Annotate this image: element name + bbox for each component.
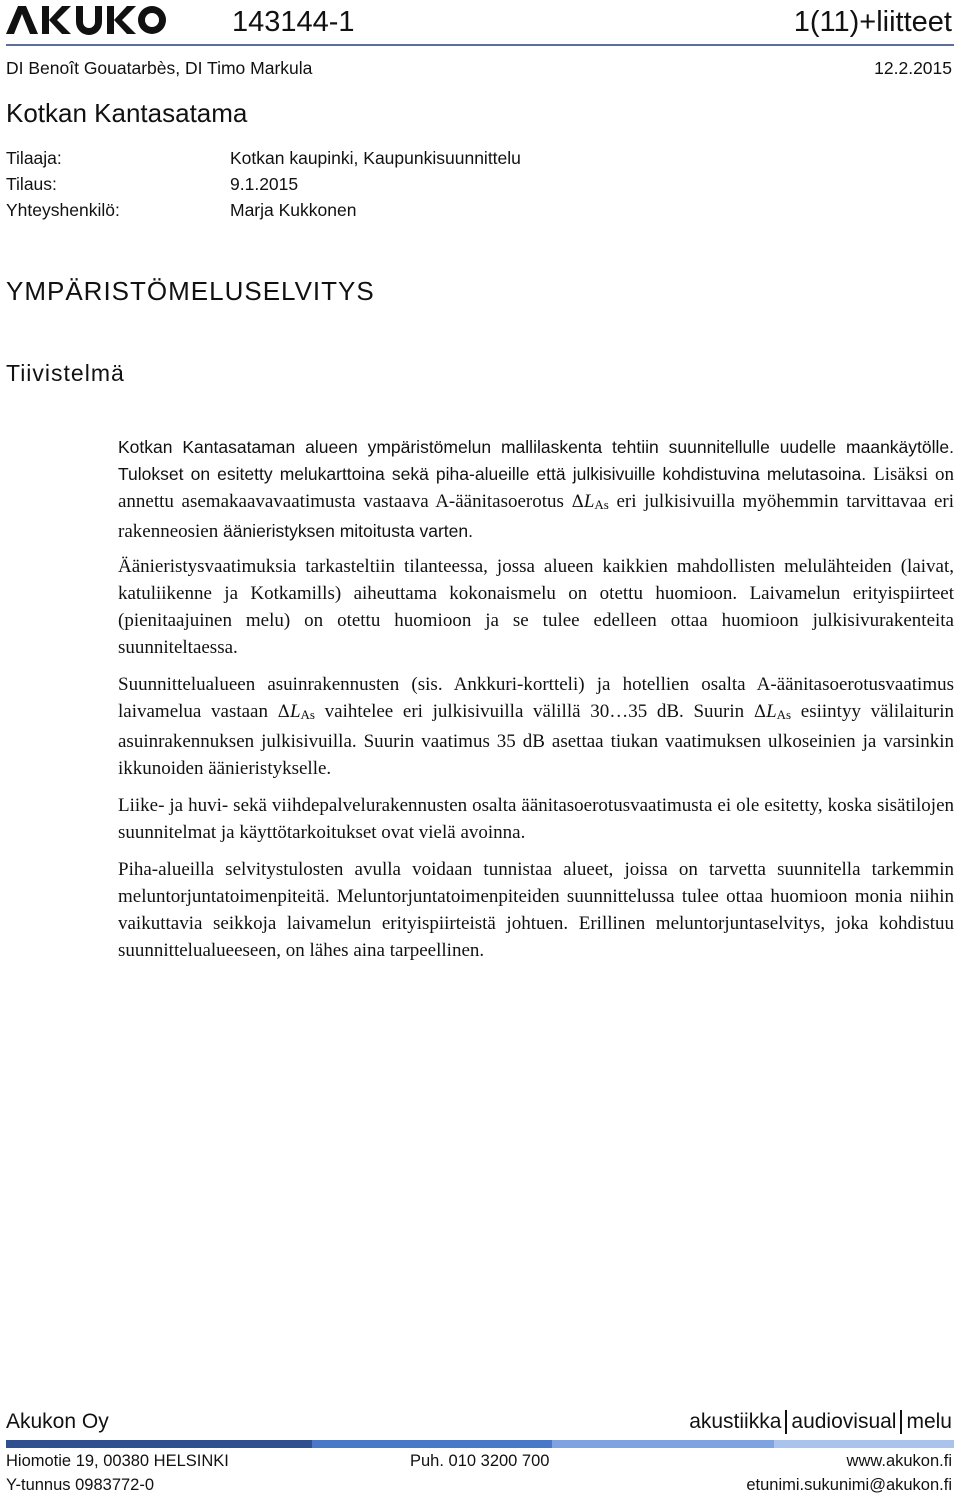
footer-tagline [689,1410,952,1434]
meta-label-client: Tilaaja: [6,148,62,168]
footer-web-link[interactable]: www.akukon.fi [846,1452,952,1470]
akukon-logo [6,4,166,36]
ellipsis: … [609,701,629,722]
paragraph-4 [118,792,954,846]
p3-text-c: 35 dB. Suurin [628,701,745,722]
footer-bar-1 [6,1440,312,1448]
footer-bar-3 [552,1440,774,1448]
paragraph-1 [118,434,954,545]
section-title: Tiivistelmä [6,360,125,386]
p2-text-c: Laivamelun erityispiirteet (pienitaajuinen melu) on otettu huomioon ja se tulee edelleen ottaa huomioon julkisivurakenteita suunniteltaessa. [118,583,954,658]
meta-value-client: Kotkan kaupinki, Kaupunkisuunnittelu [230,148,521,168]
document-number: 143144-1 [232,6,355,38]
delta-las-symbol: ΔLAs [277,701,315,722]
p3-text-d: esiintyy välilaiturin asuinrakennuksen julkisivuilla. Suurin vaatimus 35 dB asettaa tiukan vaatimuksen ulkoseinien ja varsinkin ikkunoiden äänieristykselle. [118,701,954,779]
footer-bar-4 [774,1440,954,1448]
tag-noise: melu [906,1410,952,1433]
p1-text-c: eri julkisivuilla myöhemmin tarvittavaa eri rakenneosien [118,491,955,542]
footer-business-id: Y-tunnus 0983772-0 [6,1476,155,1494]
tag-acoustics: akustiikka [689,1410,782,1433]
project-name: Kotkan Kantasatama [6,98,248,128]
p1-text-b: Lisäksi on annettu asemakaavavaatimusta vastaava A-äänitasoerotus [118,464,955,512]
authors: DI Benoît Gouatarbès, DI Timo Markula [6,58,313,78]
p1-text-d: äänieristyksen mitoitusta varten. [222,521,473,541]
header-rule [6,44,954,46]
p2-text-b: huomioon. [655,583,738,604]
document-title: YMPÄRISTÖMELUSELVITYS [6,276,375,306]
delta-las-symbol: ΔLAs [571,491,609,512]
paragraph-5 [118,856,954,964]
meta-label-contact: Yhteyshenkilö: [6,200,120,220]
report-date: 12.2.2015 [874,58,952,78]
delta-las-symbol: ΔLAs [753,701,792,722]
p3-text-b: vaihtelee eri julkisivuilla välillä 30 [324,701,610,722]
meta-value-contact: Marja Kukkonen [230,200,357,220]
summary-body [118,434,954,964]
meta-value-order: 9.1.2015 [230,174,299,194]
footer-bar-2 [312,1440,552,1448]
p2-text-a: Äänieristysvaatimuksia tarkasteltiin tilanteessa, jossa alueen kaikkien mahdollisten melulähteiden (laivat, katuliikenne ja Kotkamills) aiheuttama kokonaismelu on otettu [118,556,954,604]
paragraph-2 [118,553,954,661]
tag-separator [785,1410,787,1434]
tag-audiovisual: audiovisual [791,1410,897,1433]
p4-text: Liike- ja huvi- sekä viihdepalvelurakennusten osalta äänitasoerotusvaatimusta ei ole esitetty, koska sisätilojen suunnitelmat ja käyttötarkoitukset ovat vielä avoinna. [118,795,954,843]
tag-separator [900,1410,902,1434]
meta-label-order: Tilaus: [6,174,57,194]
paragraph-3 [118,671,954,782]
p5-text: Piha-alueilla selvitystulosten avulla voidaan tunnistaa alueet, joissa on tarvetta suunnitella tarkemmin meluntorjuntatoimenpiteitä. Meluntorjuntatoimenpiteiden suunnittelussa tulee ottaa huomioon monia niihin vaikuttavia seikkoja laivamelun erityispiirteistä johtuen. Erillinen meluntorjuntaselvitys, joka kohdistuu suunnittelualueeseen, on lähes aina tarpeellinen. [118,859,954,961]
p3-text-a: Suunnittelualueen asuinrakennusten (sis. Ankkuri-kortteli) ja hotellien osalta A-äänitasoerotusvaatimus laivamelua vastaan [118,674,954,722]
p1-text-a: Kotkan Kantasataman alueen ympäristömelun mallilaskenta tehtiin suunnitellulle uudelle maankäytölle. Tulokset on esitetty melukarttoina sekä piha-alueille että julkisivuille kohdistuvina melutasoina. [118,437,954,484]
page-info: 1(11)+liitteet [793,6,952,38]
footer-phone: Puh. 010 3200 700 [410,1452,550,1470]
footer-email-link[interactable]: etunimi.sukunimi@akukon.fi [746,1476,952,1494]
footer-address: Hiomotie 19, 00380 HELSINKI [6,1452,229,1470]
footer-company: Akukon Oy [6,1410,109,1433]
